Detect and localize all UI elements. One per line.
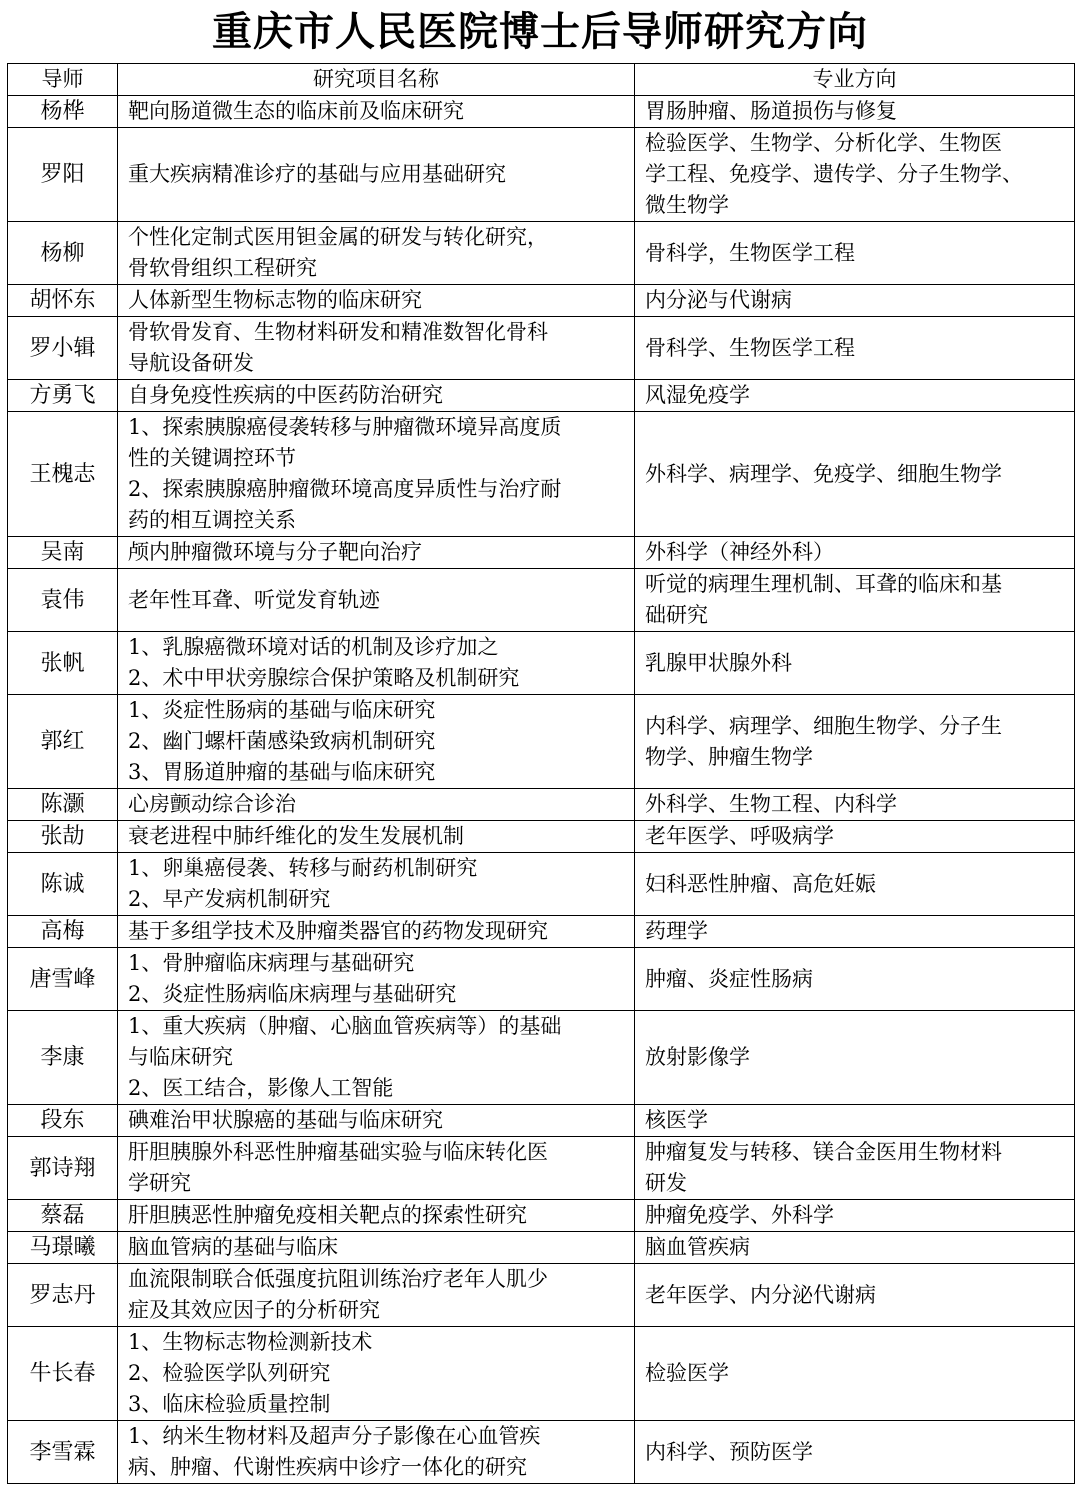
field-cell: [635, 789, 1075, 821]
field-line: 肿瘤、炎症性肠病: [645, 966, 813, 991]
project-cell: [118, 412, 635, 537]
project-line: 血流限制联合低强度抗阻训练治疗老年人肌少: [128, 1267, 548, 1291]
project-cell: [118, 222, 635, 285]
table-row: [8, 222, 1075, 285]
field-cell: [635, 128, 1075, 222]
project-cell: [118, 1327, 635, 1421]
field-cell: [635, 1011, 1075, 1105]
project-cell: [118, 380, 635, 412]
header-mentor: 导师: [8, 64, 118, 96]
project-line: 2、术中甲状旁腺综合保护策略及机制研究: [128, 666, 520, 690]
table-row: [8, 853, 1075, 916]
field-cell: [635, 853, 1075, 916]
table-row: [8, 821, 1075, 853]
project-line: 2、幽门螺杆菌感染致病机制研究: [128, 729, 436, 753]
mentor-name: 陈灏: [8, 789, 118, 821]
mentor-name: 杨桦: [8, 96, 118, 128]
project-line: 老年性耳聋、听觉发育轨迹: [128, 587, 380, 612]
field-cell: [635, 412, 1075, 537]
field-cell: [635, 96, 1075, 128]
mentor-name: 郭红: [8, 695, 118, 789]
project-cell: [118, 285, 635, 317]
table-row: [8, 1327, 1075, 1421]
mentor-name: 蔡磊: [8, 1200, 118, 1232]
project-line: 药的相互调控关系: [128, 508, 296, 532]
field-cell: [635, 285, 1075, 317]
field-cell: [635, 695, 1075, 789]
mentor-name: 方勇飞: [8, 380, 118, 412]
field-line: 研发: [645, 1171, 687, 1195]
mentor-name: 罗阳: [8, 128, 118, 222]
field-line: 风湿免疫学: [645, 383, 750, 407]
project-line: 碘难治甲状腺癌的基础与临床研究: [128, 1108, 443, 1132]
field-cell: [635, 537, 1075, 569]
field-line: 内科学、预防医学: [645, 1439, 813, 1464]
project-line: 2、炎症性肠病临床病理与基础研究: [128, 982, 457, 1006]
table-row: [8, 1421, 1075, 1484]
field-line: 老年医学、呼吸病学: [645, 824, 834, 848]
field-line: 础研究: [645, 603, 708, 627]
project-line: 颅内肿瘤微环境与分子靶向治疗: [128, 540, 422, 564]
field-line: 外科学、病理学、免疫学、细胞生物学: [645, 461, 1002, 486]
project-line: 自身免疫性疾病的中医药防治研究: [128, 383, 443, 407]
project-line: 脑血管病的基础与临床: [128, 1235, 338, 1259]
project-line: 学研究: [128, 1171, 191, 1195]
table-row: [8, 569, 1075, 632]
project-line: 症及其效应因子的分析研究: [128, 1298, 380, 1322]
table-row: [8, 1137, 1075, 1200]
project-line: 2、医工结合，影像人工智能: [128, 1076, 394, 1100]
table-row: [8, 789, 1075, 821]
mentor-name: 牛长春: [8, 1327, 118, 1421]
mentor-name: 唐雪峰: [8, 948, 118, 1011]
field-line: 药理学: [645, 919, 708, 943]
project-line: 骨软骨组织工程研究: [128, 256, 317, 280]
project-line: 1、探索胰腺癌侵袭转移与肿瘤微环境异高度质: [128, 415, 562, 439]
mentor-name: 李康: [8, 1011, 118, 1105]
project-line: 衰老进程中肺纤维化的发生发展机制: [128, 824, 464, 848]
field-cell: [635, 1264, 1075, 1327]
table-body: [8, 96, 1075, 1484]
table-row: [8, 285, 1075, 317]
field-cell: [635, 1200, 1075, 1232]
table-row: [8, 948, 1075, 1011]
project-cell: [118, 128, 635, 222]
project-line: 1、生物标志物检测新技术: [128, 1330, 373, 1354]
field-line: 学工程、免疫学、遗传学、分子生物学、: [645, 162, 1023, 186]
mentor-name: 杨柳: [8, 222, 118, 285]
table-header-row: [8, 64, 1075, 96]
field-cell: [635, 222, 1075, 285]
field-cell: [635, 1421, 1075, 1484]
project-line: 肝胆胰腺外科恶性肿瘤基础实验与临床转化医: [128, 1140, 548, 1164]
table-row: [8, 317, 1075, 380]
header-project: 研究项目名称: [118, 64, 635, 96]
field-cell: [635, 821, 1075, 853]
project-cell: [118, 853, 635, 916]
project-cell: [118, 695, 635, 789]
mentor-name: 张劼: [8, 821, 118, 853]
mentor-name: 张帆: [8, 632, 118, 695]
project-line: 骨软骨发育、生物材料研发和精准数智化骨科: [128, 320, 548, 344]
field-line: 骨科学、生物医学工程: [645, 335, 855, 360]
project-line: 人体新型生物标志物的临床研究: [128, 288, 422, 312]
mentor-name: 罗志丹: [8, 1264, 118, 1327]
project-line: 1、乳腺癌微环境对话的机制及诊疗加之: [128, 635, 499, 659]
table-row: [8, 916, 1075, 948]
table-row: [8, 537, 1075, 569]
field-cell: [635, 1105, 1075, 1137]
field-line: 核医学: [645, 1108, 708, 1132]
project-line: 2、探索胰腺癌肿瘤微环境高度异质性与治疗耐: [128, 477, 562, 501]
field-line: 肿瘤复发与转移、镁合金医用生物材料: [645, 1140, 1002, 1164]
project-cell: [118, 1264, 635, 1327]
mentor-name: 胡怀东: [8, 285, 118, 317]
field-cell: [635, 916, 1075, 948]
field-line: 放射影像学: [645, 1045, 750, 1069]
table-row: [8, 1232, 1075, 1264]
project-line: 心房颤动综合诊治: [128, 792, 296, 816]
project-cell: [118, 1105, 635, 1137]
project-cell: [118, 821, 635, 853]
field-cell: [635, 632, 1075, 695]
mentor-table: [7, 63, 1075, 1484]
project-line: 重大疾病精准诊疗的基础与应用基础研究: [128, 162, 506, 186]
project-line: 导航设备研发: [128, 351, 254, 375]
table-row: [8, 412, 1075, 537]
field-line: 妇科恶性肿瘤、高危妊娠: [645, 871, 876, 896]
project-line: 3、临床检验质量控制: [128, 1392, 331, 1416]
mentor-name: 吴南: [8, 537, 118, 569]
project-cell: [118, 1200, 635, 1232]
field-line: 外科学、生物工程、内科学: [645, 792, 897, 816]
project-cell: [118, 569, 635, 632]
table-row: [8, 1011, 1075, 1105]
project-line: 靶向肠道微生态的临床前及临床研究: [128, 99, 464, 123]
project-cell: [118, 948, 635, 1011]
project-cell: [118, 1137, 635, 1200]
project-cell: [118, 1421, 635, 1484]
project-cell: [118, 1011, 635, 1105]
project-cell: [118, 537, 635, 569]
field-cell: [635, 1232, 1075, 1264]
project-line: 3、胃肠道肿瘤的基础与临床研究: [128, 760, 436, 784]
project-line: 1、骨肿瘤临床病理与基础研究: [128, 951, 415, 975]
field-cell: [635, 317, 1075, 380]
field-line: 老年医学、内分泌代谢病: [645, 1282, 876, 1307]
table-row: [8, 380, 1075, 412]
mentor-name: 王槐志: [8, 412, 118, 537]
table-row: [8, 1200, 1075, 1232]
page-title: 重庆市人民医院博士后导师研究方向: [212, 9, 868, 55]
project-cell: [118, 96, 635, 128]
project-cell: [118, 632, 635, 695]
project-cell: [118, 916, 635, 948]
field-cell: [635, 1137, 1075, 1200]
field-cell: [635, 948, 1075, 1011]
project-cell: [118, 1232, 635, 1264]
mentor-name: 陈诚: [8, 853, 118, 916]
mentor-name: 马璟曦: [8, 1232, 118, 1264]
field-line: 骨科学，生物医学工程: [645, 240, 855, 265]
field-line: 内科学、病理学、细胞生物学、分子生: [645, 713, 1002, 738]
table-row: [8, 128, 1075, 222]
field-cell: [635, 380, 1075, 412]
field-line: 听觉的病理生理机制、耳聋的临床和基: [645, 572, 1002, 596]
field-line: 内分泌与代谢病: [645, 288, 792, 312]
project-cell: [118, 789, 635, 821]
project-line: 性的关键调控环节: [128, 446, 296, 470]
header-field: 专业方向: [635, 64, 1075, 96]
mentor-name: 段东: [8, 1105, 118, 1137]
field-cell: [635, 1327, 1075, 1421]
project-cell: [118, 317, 635, 380]
project-line: 2、早产发病机制研究: [128, 887, 331, 911]
mentor-name: 郭诗翔: [8, 1137, 118, 1200]
field-line: 检验医学: [645, 1361, 729, 1385]
project-line: 个性化定制式医用钽金属的研发与转化研究，: [128, 225, 548, 249]
mentor-name: 李雪霖: [8, 1421, 118, 1484]
field-line: 检验医学、生物学、分析化学、生物医: [645, 131, 1002, 155]
mentor-name: 袁伟: [8, 569, 118, 632]
field-line: 外科学（神经外科）: [645, 540, 834, 564]
project-line: 病、肿瘤、代谢性疾病中诊疗一体化的研究: [128, 1455, 527, 1479]
project-line: 基于多组学技术及肿瘤类器官的药物发现研究: [128, 919, 548, 943]
table-row: [8, 96, 1075, 128]
project-line: 2、检验医学队列研究: [128, 1361, 331, 1385]
project-line: 1、炎症性肠病的基础与临床研究: [128, 698, 436, 722]
mentor-name: 高梅: [8, 916, 118, 948]
project-line: 1、卵巢癌侵袭、转移与耐药机制研究: [128, 856, 478, 880]
field-line: 物学、肿瘤生物学: [645, 744, 813, 769]
table-row: [8, 632, 1075, 695]
field-line: 胃肠肿瘤、肠道损伤与修复: [645, 99, 897, 123]
table-row: [8, 695, 1075, 789]
field-line: 乳腺甲状腺外科: [645, 650, 792, 675]
field-line: 微生物学: [645, 193, 729, 217]
mentor-name: 罗小辑: [8, 317, 118, 380]
field-cell: [635, 569, 1075, 632]
project-line: 肝胆胰恶性肿瘤免疫相关靶点的探索性研究: [128, 1203, 527, 1227]
field-line: 肿瘤免疫学、外科学: [645, 1203, 834, 1227]
project-line: 与临床研究: [128, 1045, 233, 1069]
project-line: 1、纳米生物材料及超声分子影像在心血管疾: [128, 1424, 541, 1448]
project-line: 1、重大疾病（肿瘤、心脑血管疾病等）的基础: [128, 1014, 562, 1038]
table-row: [8, 1105, 1075, 1137]
table-row: [8, 1264, 1075, 1327]
field-line: 脑血管疾病: [645, 1235, 750, 1259]
